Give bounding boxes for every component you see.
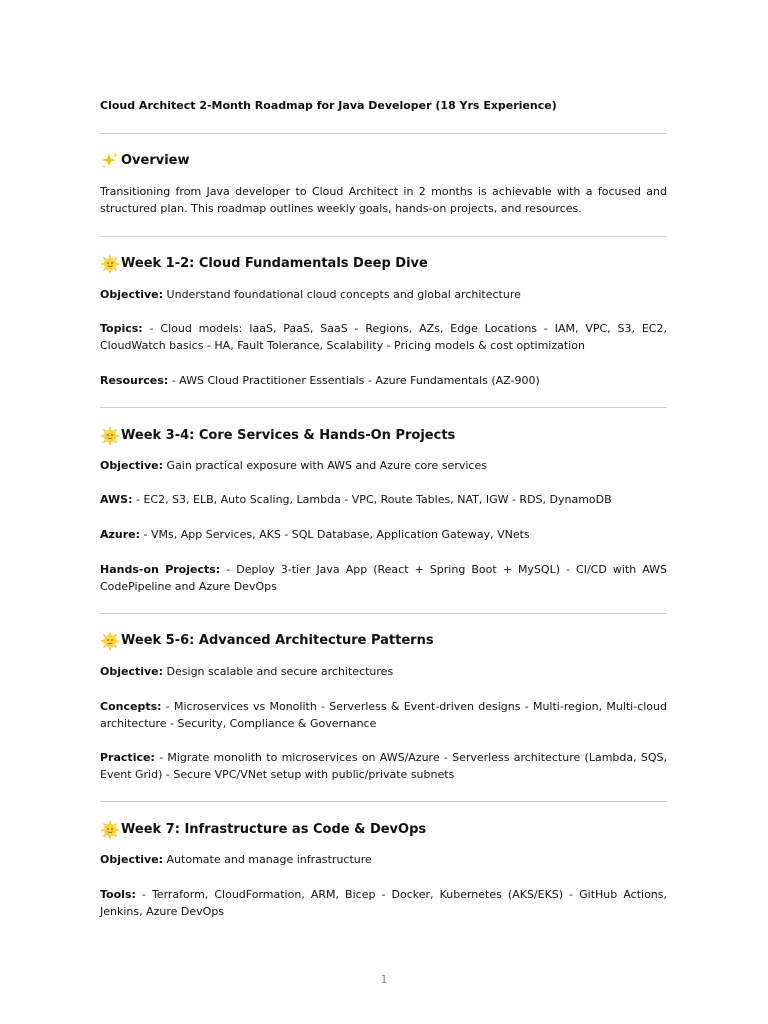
hands-on-text: - Deploy 3-tier Java App (React + Spring Boot + MySQL) - CI/CD with AWS CodePipeline and Azure DevOps — [100, 563, 667, 593]
practice-text: - Migrate monolith to microservices on AWS/Azure - Serverless architecture (Lambda, SQS, Event Grid) - Secure VPC/VNet setup with public/private subnets — [100, 751, 667, 781]
aws-text: - EC2, S3, ELB, Auto Scaling, Lambda - VPC, Route Tables, NAT, IGW - RDS, DynamoDB — [132, 493, 612, 506]
concepts-text: - Microservices vs Monolith - Serverless & Event-driven designs - Multi-region, Multi-cloud architecture - Security, Compliance & Governance — [100, 700, 667, 730]
week-1-2-heading — [100, 254, 428, 274]
objective-text: Automate and manage infrastructure — [163, 853, 372, 866]
practice-label: Practice: — [100, 751, 155, 764]
week-7-tools — [100, 886, 667, 920]
week-7-heading — [100, 820, 426, 840]
week-5-6-concepts — [100, 698, 667, 732]
objective-label: Objective: — [100, 853, 164, 866]
topics-label: Topics: — [100, 322, 143, 335]
sun-face-icon — [100, 820, 120, 840]
week-3-4-objective — [100, 457, 667, 474]
hands-on-label: Hands-on Projects: — [100, 563, 221, 576]
page-number: 1 — [380, 973, 388, 986]
sun-face-icon — [100, 631, 120, 651]
week-1-2-resources — [100, 372, 667, 389]
week-1-2-objective — [100, 286, 667, 303]
divider — [100, 613, 667, 614]
sun-face-icon — [100, 254, 120, 274]
topics-text: - Cloud models: IaaS, PaaS, SaaS - Regions, AZs, Edge Locations - IAM, VPC, S3, EC2, CloudWatch basics - HA, Fault Tolerance, Scalability - Pricing models & cost optimization — [100, 322, 667, 352]
divider — [100, 236, 667, 237]
week-5-6-objective — [100, 663, 667, 680]
objective-label: Objective: — [100, 459, 164, 472]
week-7-heading-text: Week 7: Infrastructure as Code & DevOps — [121, 822, 427, 837]
resources-label: Resources: — [100, 374, 169, 387]
azure-text: - VMs, App Services, AKS - SQL Database, Application Gateway, VNets — [140, 528, 530, 541]
week-5-6-heading — [100, 631, 434, 651]
concepts-label: Concepts: — [100, 700, 162, 713]
objective-label: Objective: — [100, 665, 164, 678]
week-3-4-azure — [100, 526, 667, 543]
objective-text: Understand foundational cloud concepts and global architecture — [163, 288, 521, 301]
week-7-objective — [100, 851, 667, 868]
divider — [100, 133, 667, 134]
tools-text: - Terraform, CloudFormation, ARM, Bicep - Docker, Kubernetes (AKS/EKS) - GitHub Actions, Jenkins, Azure DevOps — [100, 888, 667, 918]
overview-text: Transitioning from Java developer to Cloud Architect in 2 months is achievable with a focused and structured plan. This roadmap outlines weekly goals, hands-on projects, and resources. — [100, 185, 667, 215]
week-5-6-heading-text: Week 5-6: Advanced Architecture Patterns — [121, 633, 434, 648]
divider — [100, 801, 667, 802]
week-3-4-aws — [100, 491, 667, 508]
azure-label: Azure: — [100, 528, 141, 541]
sparkles-icon — [100, 151, 120, 171]
divider — [100, 407, 667, 408]
week-3-4-hands-on — [100, 561, 667, 595]
objective-text: Design scalable and secure architectures — [163, 665, 394, 678]
sun-face-icon — [100, 426, 120, 446]
objective-text: Gain practical exposure with AWS and Azure core services — [163, 459, 487, 472]
overview-heading — [100, 151, 190, 171]
week-3-4-heading-text: Week 3-4: Core Services & Hands-On Projects — [121, 428, 456, 443]
overview-heading-text: Overview — [121, 153, 190, 168]
week-5-6-practice — [100, 749, 667, 783]
resources-text: - AWS Cloud Practitioner Essentials - Azure Fundamentals (AZ-900) — [168, 374, 540, 387]
week-1-2-topics — [100, 320, 667, 354]
objective-label: Objective: — [100, 288, 164, 301]
aws-label: AWS: — [100, 493, 133, 506]
document-title: Cloud Architect 2-Month Roadmap for Java Developer (18 Yrs Experience) — [100, 99, 557, 112]
week-1-2-heading-text: Week 1-2: Cloud Fundamentals Deep Dive — [121, 256, 428, 271]
week-3-4-heading — [100, 426, 455, 446]
tools-label: Tools: — [100, 888, 136, 901]
